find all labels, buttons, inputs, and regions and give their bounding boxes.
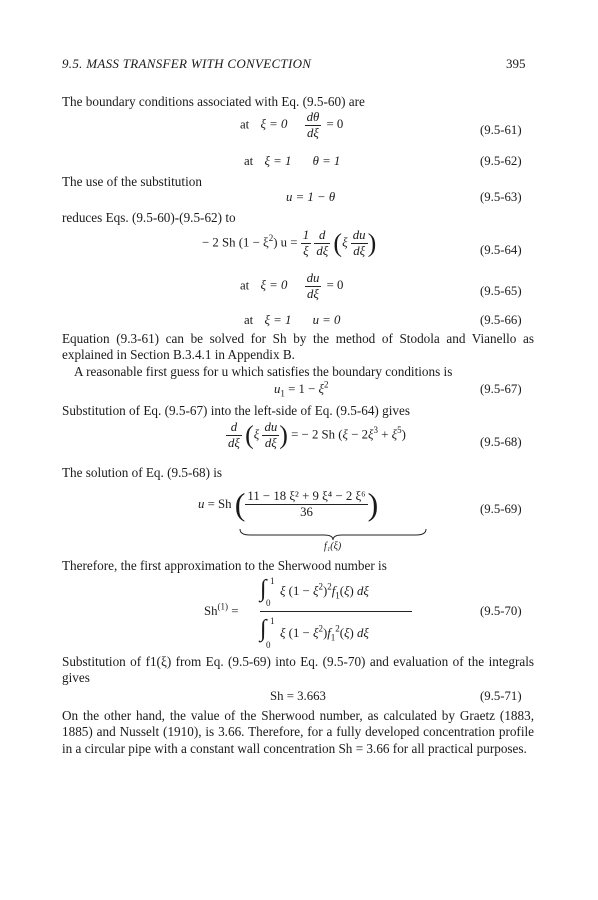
eq61-at: at (240, 117, 250, 132)
eq61-num: dθ (306, 110, 320, 124)
eq69-denominator: 36 (245, 504, 367, 520)
eq64-lhs2: ) u = (273, 235, 298, 250)
eq61-den: dξ (305, 125, 322, 141)
paragraph-3: reduces Eqs. (9.5-60)-(9.5-62) to (62, 210, 236, 225)
equation-number-61: (9.5-61) (480, 123, 522, 137)
eq61-rhs: = 0 (326, 117, 344, 132)
eq62-cond: ξ = 1 (264, 154, 292, 168)
equation-9.5-62 (244, 154, 340, 169)
eq65-derivative (305, 271, 322, 302)
eq65-num: du (306, 271, 320, 285)
equation-9.5-67: $u_1 = 1 - \xi^2$ (274, 379, 329, 399)
equation-number-62: (9.5-62) (480, 154, 522, 168)
equation-9.5-66 (244, 313, 340, 328)
equation-number-67: (9.5-67) (480, 382, 522, 396)
eq66-rhs: u = 0 (312, 313, 341, 327)
equation-9.5-71: Sh = 3.663 (270, 689, 326, 703)
paragraph-10: On the other hand, the value of the Sherwood number, as calculated by Graetz (1883, 1885) and Nusselt (1910), is 3.66. Therefore, for a fully developed concentration profile in a circular pipe with a constant wall concentration Sh = 3.66 for all practical purposes. (62, 708, 534, 756)
paragraph-6: Substitution of Eq. (9.5-67) into the left-side of Eq. (9.5-64) gives (62, 403, 410, 418)
paragraph-2: The use of the substitution (62, 174, 202, 189)
equation-9.5-61 (240, 110, 343, 141)
paragraph-7: The solution of Eq. (9.5-68) is (62, 465, 223, 480)
eq66-at: at (244, 313, 254, 327)
paragraph-8: Therefore, the first approximation to the Sherwood number is (62, 558, 387, 573)
running-header: 9.5. MASS TRANSFER WITH CONVECTION (62, 56, 312, 71)
underbrace (238, 527, 428, 541)
paragraph-1: The boundary conditions associated with Eq. (9.5-60) are (62, 94, 365, 109)
eq62-at: at (244, 154, 254, 168)
equation-number-69: (9.5-69) (480, 502, 522, 516)
eq65-rhs: = 0 (326, 278, 344, 293)
equation-number-70: (9.5-70) (480, 604, 522, 618)
eq69-numerator: 11 − 18 ξ² + 9 ξ⁴ − 2 ξ⁶ (247, 489, 366, 503)
eq62-rhs: θ = 1 (312, 154, 341, 168)
eq66-cond: ξ = 1 (264, 313, 292, 327)
equation-number-64: (9.5-64) (480, 243, 522, 257)
equation-9.5-63: u = 1 − θ (286, 190, 336, 204)
equation-9.5-69: u = Sh ( $\frac{\text{11 − 18 ξ² + 9 ξ⁴ − 2 ξ⁶}}{36}$ ) (198, 486, 379, 522)
underbrace-label: f₁(ξ) (324, 541, 342, 552)
eq61-cond: ξ = 0 (260, 117, 288, 132)
equation-number-65: (9.5-65) (480, 284, 522, 298)
eq64-lhs: − 2 Sh (1 − ξ (202, 235, 269, 250)
equation-number-71: (9.5-71) (480, 689, 522, 703)
eq65-den: dξ (305, 286, 322, 302)
eq61-derivative (305, 110, 322, 141)
eq65-cond: ξ = 0 (260, 278, 288, 293)
equation-9.5-64: − 2 Sh $(1 - \xi^2)$ u = $\frac{1}{\xi}$ $\frac{d}{d\xi}$ (ξ $\frac{du}{d\xi}$ ) (202, 228, 377, 258)
equation-9.5-65 (240, 271, 343, 302)
equation-number-68: (9.5-68) (480, 435, 522, 449)
page-number: 395 (506, 56, 526, 71)
equation-number-63: (9.5-63) (480, 190, 522, 204)
eq65-at: at (240, 278, 250, 293)
paragraph-9: Substitution of f1(ξ) from Eq. (9.5-69) into Eq. (9.5-70) and evaluation of the integrals gives (62, 654, 534, 686)
paragraph-4: Equation (9.3-61) can be solved for Sh by the method of Stodola and Vianello as explained in Section B.3.4.1 in Appendix B. (62, 331, 534, 363)
paragraph-5: A reasonable first guess for u which satisfies the boundary conditions is (74, 364, 453, 379)
equation-number-66: (9.5-66) (480, 313, 522, 327)
equation-9.5-68: $\frac{d}{d\xi}$ (ξ $\frac{du}{d\xi}$ ) = − 2 Sh $(\xi - 2\xi^3 + \xi^5)$ (228, 420, 406, 450)
